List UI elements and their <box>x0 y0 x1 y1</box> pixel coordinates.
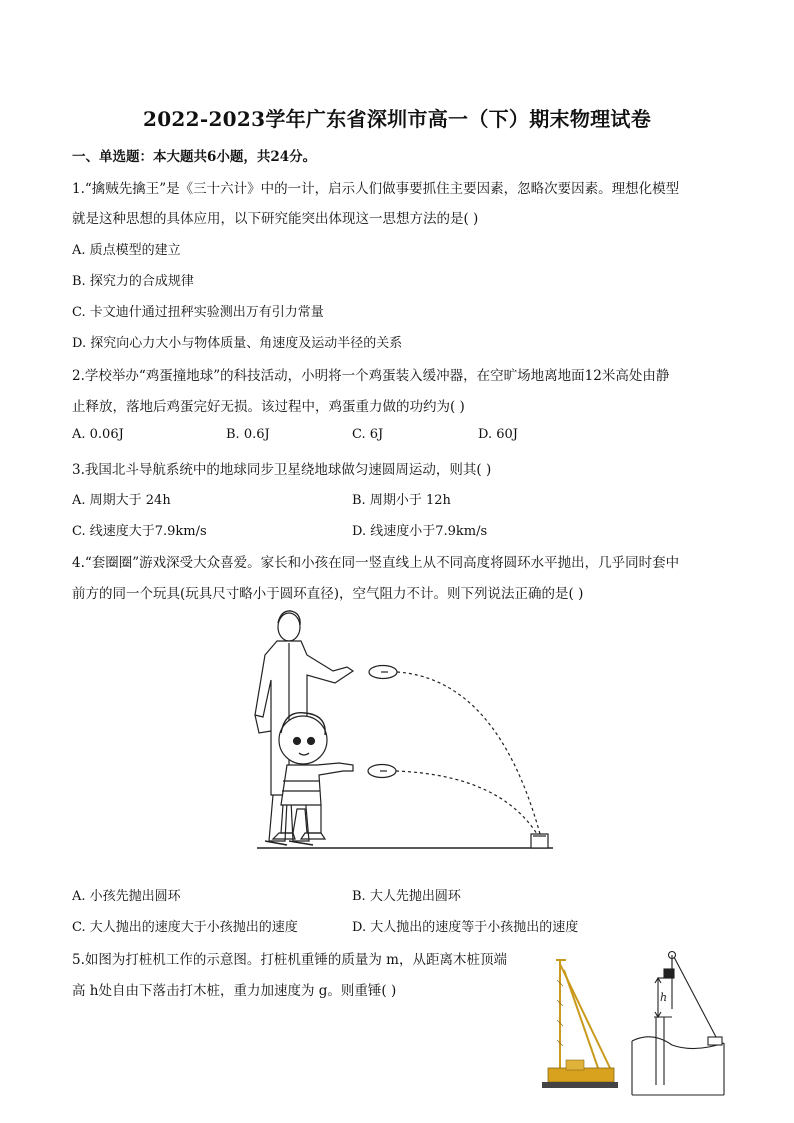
q2-option-c: C. 6J <box>352 427 384 442</box>
q3-option-c: C. 线速度大于7.9km/s <box>72 524 207 539</box>
h-label: h <box>660 991 668 1004</box>
q1-stem-line-2: 就是这种思想的具体应用，以下研究能突出体现这一思想方法的是( ) <box>72 211 479 227</box>
pile-driver-photo <box>540 950 620 1098</box>
pile-driver-schematic <box>628 945 732 1099</box>
q3-option-d: D. 线速度小于7.9km/s <box>352 524 488 539</box>
q2-option-a: A. 0.06J <box>72 427 124 442</box>
q4-stem-line-2: 前方的同一个玩具(玩具尺寸略小于圆环直径)，空气阻力不计。则下列说法正确的是( ) <box>72 586 584 602</box>
q5-stem-line-1: 5.如图为打桩机工作的示意图。打桩机重锤的质量为 m，从距离木桩顶端 <box>72 952 507 968</box>
q2-stem-line-2: 止释放，落地后鸡蛋完好无损。该过程中，鸡蛋重力做的功约为( ) <box>72 399 465 415</box>
q2-stem-line-1: 2.学校举办“鸡蛋撞地球”的科技活动，小明将一个鸡蛋装入缓冲器，在空旷场地离地面12米高处由静 <box>72 368 670 384</box>
q5-stem-line-2: 高 h处自由下落击打木桩，重力加速度为 g。则重锤( ) <box>72 983 397 999</box>
q3-option-b: B. 周期小于 12h <box>352 493 451 508</box>
q1-option-d: D. 探究向心力大小与物体质量、角速度及运动半径的关系 <box>72 336 403 351</box>
q4-option-b: B. 大人先抛出圆环 <box>352 889 461 904</box>
q2-option-b: B. 0.6J <box>226 427 270 442</box>
page-title: 2022-2023学年广东省深圳市高一（下）期末物理试卷 <box>142 107 652 131</box>
q3-option-a: A. 周期大于 24h <box>72 493 171 508</box>
q2-option-d: D. 60J <box>478 427 518 442</box>
ring-toss-figure <box>235 605 560 855</box>
q1-option-b: B. 探究力的合成规律 <box>72 274 194 289</box>
q1-stem-line-1: 1.“擒贼先擒王”是《三十六计》中的一计，启示人们做事要抓住主要因素，忽略次要因素。理想化模型 <box>72 181 680 197</box>
q4-stem-line-1: 4.“套圈圈”游戏深受大众喜爱。家长和小孩在同一竖直线上从不同高度将圆环水平抛出，几乎同时套中 <box>72 555 680 571</box>
section-heading: 一、单选题：本大题共6小题，共24分。 <box>72 149 317 165</box>
q1-option-c: C. 卡文迪什通过扭秤实验测出万有引力常量 <box>72 305 324 320</box>
q4-option-d: D. 大人抛出的速度等于小孩抛出的速度 <box>352 920 579 935</box>
q3-stem-line-1: 3.我国北斗导航系统中的地球同步卫星绕地球做匀速圆周运动，则其( ) <box>72 462 492 478</box>
q1-option-a: A. 质点模型的建立 <box>72 243 181 258</box>
q4-option-c: C. 大人抛出的速度大于小孩抛出的速度 <box>72 920 298 935</box>
q4-option-a: A. 小孩先抛出圆环 <box>72 889 181 904</box>
